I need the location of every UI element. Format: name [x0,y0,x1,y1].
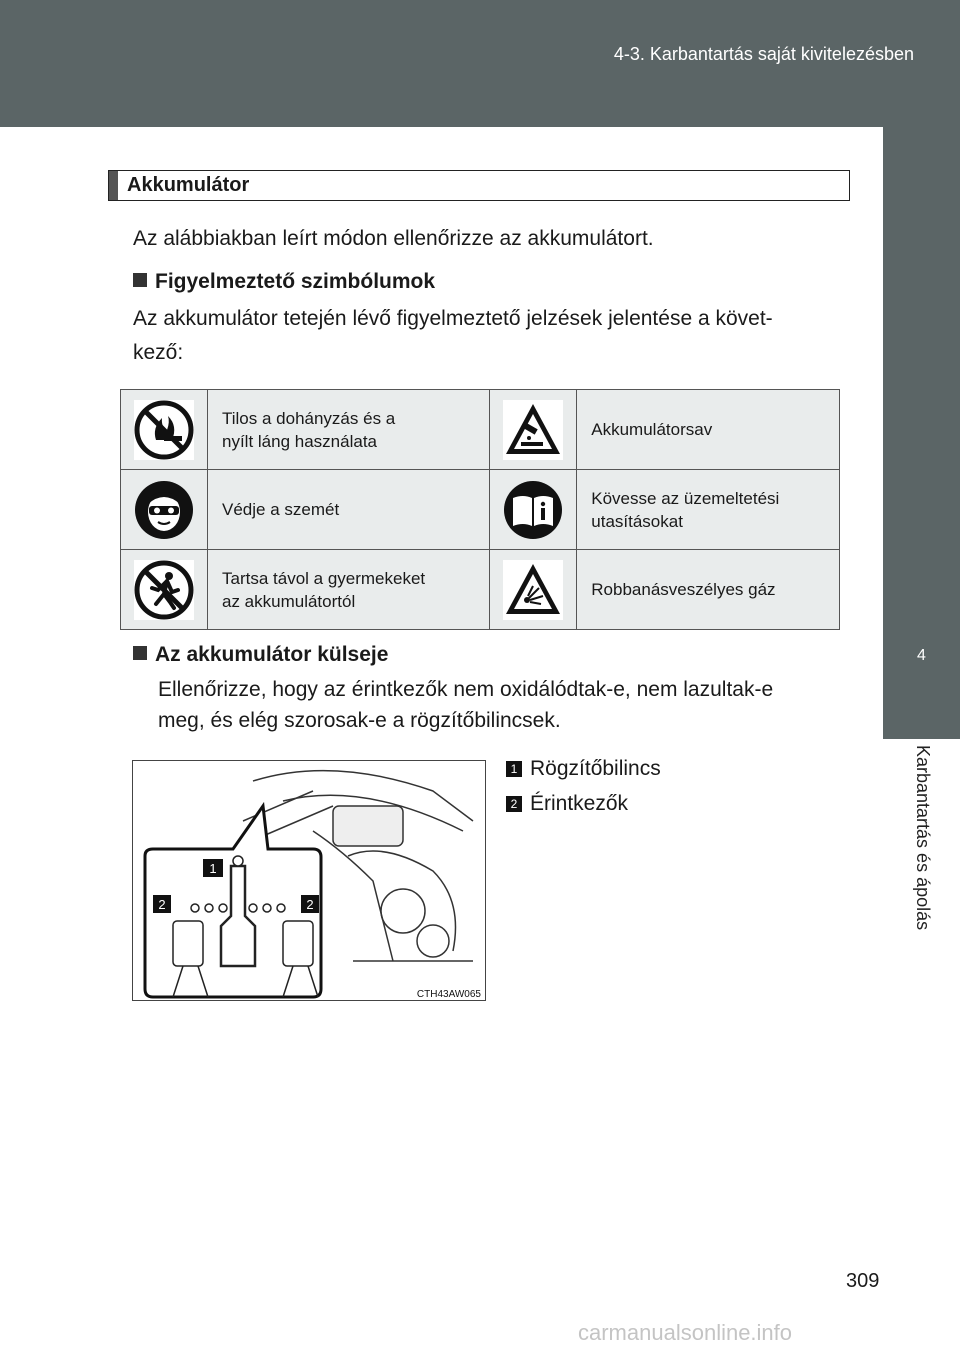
warning-symbols-text-1: Az akkumulátor tetején lévő figyelmeztető jelzések jelentése a követ- [133,307,773,330]
symbol-cell [490,550,577,630]
warning-symbols-text-2: kező: [133,341,184,364]
symbol-label: utasításokat [591,511,683,531]
legend-label: Érintkezők [530,792,629,815]
keep-children-away-icon [134,560,194,620]
chapter-side-label-text: Karbantartás és ápolás [913,745,933,931]
section-title-box [108,170,850,201]
legend-badge: 1 [506,761,522,777]
exterior-heading [133,643,388,667]
intro-text: Az alábbiakban leírt módon ellenőrizze az akkumulátort. [133,227,654,250]
header-band [0,0,960,127]
symbol-label: Tartsa távol a gyermekeket [222,568,426,588]
figure-code: CTH43AW065 [416,989,481,1000]
symbol-label: Akkumulátorsav [591,420,713,439]
no-smoking-flame-icon [134,400,194,460]
bullet-square-icon [133,273,147,287]
figure-callout-2-left: 2 [158,897,166,912]
symbol-label: Védje a szemét [222,500,340,519]
legend-item [506,757,661,781]
explosive-gas-icon [503,560,563,620]
page-number: 309 [846,1270,880,1292]
legend-badge: 2 [506,796,522,812]
table-row [121,390,840,470]
warning-symbols-table [120,389,840,630]
symbol-label: Robbanásveszélyes gáz [591,580,776,599]
warning-symbols-heading [133,270,435,294]
symbol-text-cell [577,390,840,470]
symbol-text-cell [208,550,490,630]
battery-illustration [132,760,486,1001]
symbol-text-cell [208,390,490,470]
warning-symbols-heading-text: Figyelmeztető szimbólumok [155,270,436,293]
chapter-tab [883,127,960,739]
bullet-square-icon [133,646,147,660]
symbol-text-cell [208,470,490,550]
symbol-text-cell [577,550,840,630]
symbol-label: Tilos a dohányzás és a [222,408,396,428]
symbol-label: Kövesse az üzemeltetési [591,488,780,508]
battery-drawing [133,761,486,1001]
symbol-cell [121,550,208,630]
section-title: Akkumulátor [127,174,250,196]
legend-label: Rögzítőbilincs [530,757,661,780]
exterior-text-2: meg, és elég szorosak-e a rögzítőbilincsek. [158,709,561,732]
table-row [121,550,840,630]
legend-item [506,792,628,816]
symbol-text-cell [577,470,840,550]
table-row [121,470,840,550]
symbol-cell [490,390,577,470]
symbol-cell [490,470,577,550]
symbol-label: nyílt láng használata [222,431,377,451]
read-manual-icon [503,480,563,540]
exterior-text-1: Ellenőrizze, hogy az érintkezők nem oxidálódtak-e, nem lazultak-e [158,678,774,701]
symbol-cell [121,470,208,550]
section-title-marker [109,171,118,200]
chapter-number: 4 [917,647,926,664]
exterior-heading-text: Az akkumulátor külseje [155,643,389,666]
chapter-title: 4-3. Karbantartás saját kivitelezésben [613,44,914,64]
symbol-cell [121,390,208,470]
figure-callout-1: 1 [209,861,217,876]
eye-protection-icon [134,480,194,540]
figure-callout-2-right: 2 [306,897,314,912]
chapter-side-label [883,745,960,965]
watermark: carmanualsonline.info [578,1320,793,1345]
symbol-label: az akkumulátortól [222,591,356,611]
battery-acid-icon [503,400,563,460]
